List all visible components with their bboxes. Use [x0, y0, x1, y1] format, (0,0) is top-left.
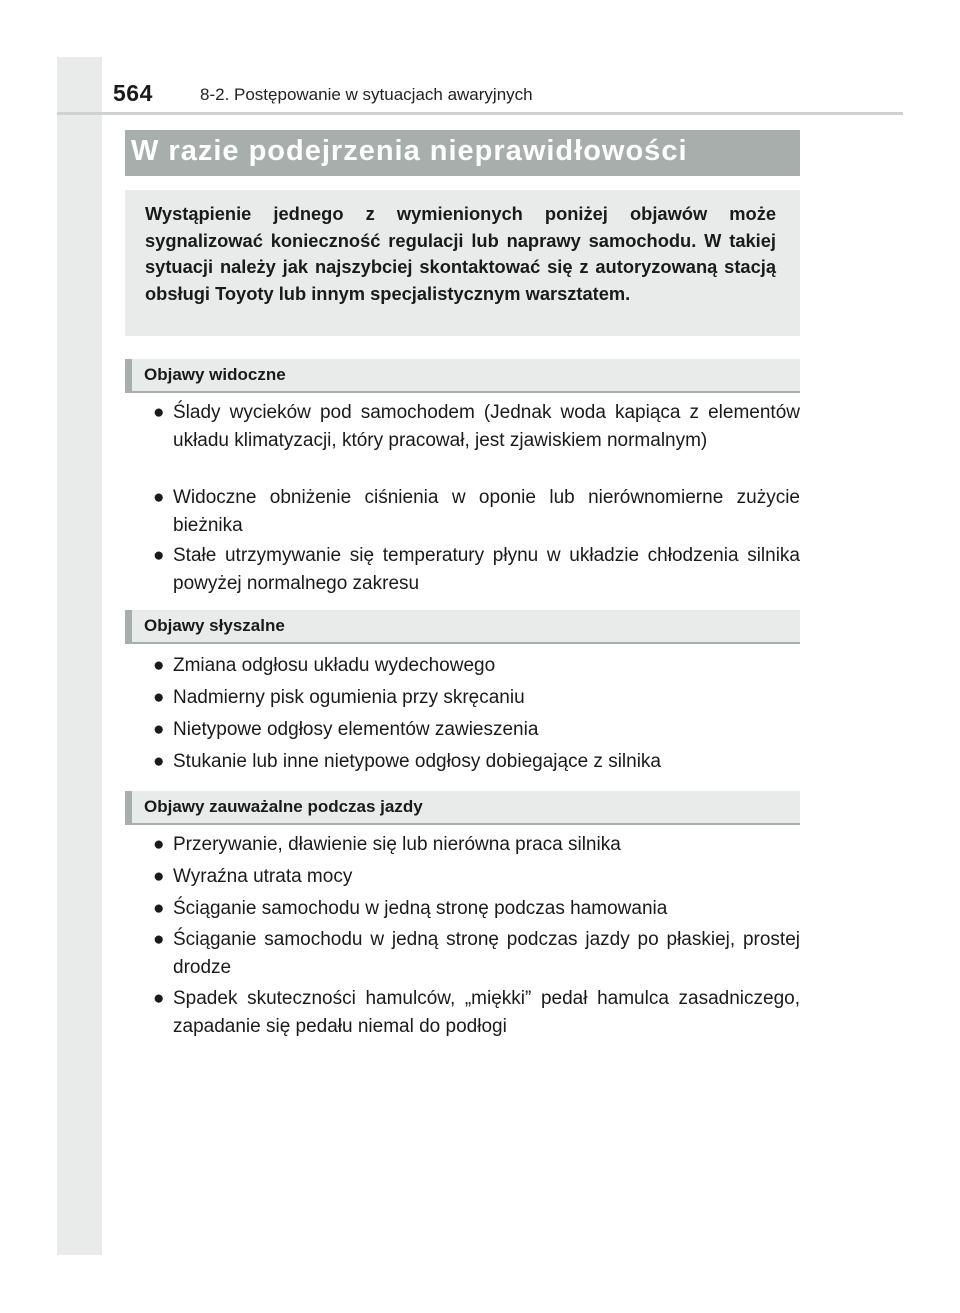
- section-heading-label: Objawy zauważalne podczas jazdy: [144, 797, 423, 816]
- list-item: [153, 985, 800, 1041]
- list-item: [153, 716, 800, 744]
- list-item-text: Ślady wycieków pod samochodem (Jednak woda kapiąca z elementów układu klimatyzacji, który pracował, jest zjawiskiem normalnym): [173, 402, 800, 451]
- list-item-text: Przerywanie, dławienie się lub nierówna praca silnika: [173, 834, 621, 855]
- list-item-text: Widoczne obniżenie ciśnienia w oponie lub nierównomierne zużycie bieżnika: [173, 487, 800, 536]
- bullet-icon: ●: [153, 866, 165, 887]
- list-item: [153, 831, 800, 859]
- list-item: [153, 484, 800, 540]
- list-item: [153, 863, 800, 891]
- section-heading-visible-symptoms: [125, 359, 800, 393]
- list-item-text: Ściąganie samochodu w jedną stronę podczas jazdy po płaskiej, prostej drodze: [173, 929, 800, 978]
- intro-box: [125, 190, 800, 336]
- page-margin-strip: [57, 57, 102, 1255]
- page-number: 564: [113, 80, 153, 106]
- list-item-text: Nietypowe odgłosy elementów zawieszenia: [173, 719, 539, 740]
- bullet-icon: ●: [153, 487, 165, 508]
- bullet-icon: ●: [153, 545, 165, 566]
- chapter-title: 8-2. Postępowanie w sytuacjach awaryjnych: [200, 85, 533, 104]
- section-heading-audible-symptoms: [125, 610, 800, 644]
- list-item-text: Spadek skuteczności hamulców, „miękki” pedał hamulca zasadniczego, zapadanie się pedału niemal do podłogi: [173, 988, 800, 1037]
- header-divider: [57, 112, 903, 115]
- list-item: [153, 399, 800, 455]
- bullet-icon: ●: [153, 898, 165, 919]
- bullet-icon: ●: [153, 834, 165, 855]
- bullet-icon: ●: [153, 929, 165, 950]
- list-item: [153, 652, 800, 680]
- intro-text: Wystąpienie jednego z wymienionych poniżej objawów może sygnalizować konieczność regulacji lub naprawy samochodu. W takiej sytuacji należy jak najszybciej skontaktować się z autoryzowaną stacją obsługi Toyoty lub innym specjalistycznym warsztatem.: [145, 203, 776, 304]
- list-item: [153, 748, 800, 776]
- bullet-icon: ●: [153, 402, 165, 423]
- list-item-text: Ściąganie samochodu w jedną stronę podczas hamowania: [173, 898, 668, 919]
- bullet-icon: ●: [153, 687, 165, 708]
- page-title-bar: [125, 130, 800, 176]
- list-item: [153, 684, 800, 712]
- bullet-icon: ●: [153, 655, 165, 676]
- page-title: W razie podejrzenia nieprawidłowości: [131, 135, 688, 167]
- list-item-text: Stukanie lub inne nietypowe odgłosy dobiegające z silnika: [173, 751, 661, 772]
- section-heading-label: Objawy słyszalne: [144, 616, 285, 635]
- section-heading-label: Objawy widoczne: [144, 365, 286, 384]
- bullet-icon: ●: [153, 719, 165, 740]
- list-item-text: Stałe utrzymywanie się temperatury płynu w układzie chłodzenia silnika powyżej normalnego zakresu: [173, 545, 800, 594]
- list-item: [153, 895, 800, 923]
- section-heading-driving-symptoms: [125, 791, 800, 825]
- list-item-text: Zmiana odgłosu układu wydechowego: [173, 655, 496, 676]
- list-item: [153, 542, 800, 598]
- list-item: [153, 926, 800, 982]
- bullet-icon: ●: [153, 988, 165, 1009]
- list-item-text: Wyraźna utrata mocy: [173, 866, 353, 887]
- list-item-text: Nadmierny pisk ogumienia przy skręcaniu: [173, 687, 525, 708]
- bullet-icon: ●: [153, 751, 165, 772]
